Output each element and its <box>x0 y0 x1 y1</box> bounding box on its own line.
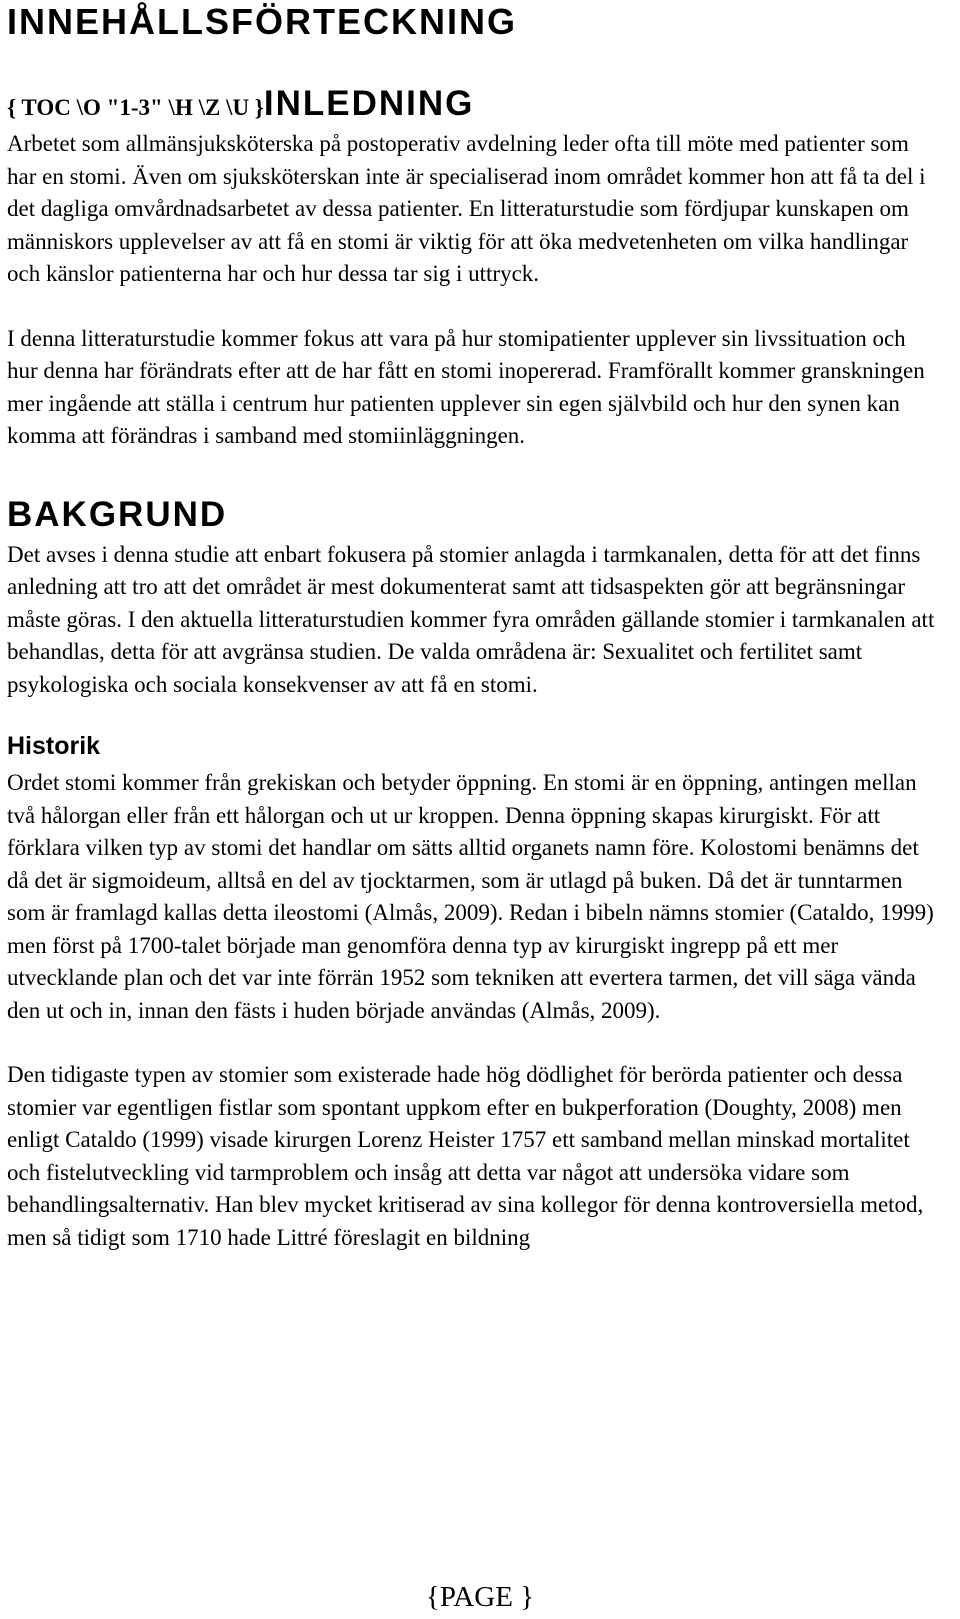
page-number-field: {PAGE } <box>425 1581 535 1613</box>
history-heading: Historik <box>7 732 101 760</box>
toc-title: INNEHÅLLSFÖRTECKNING <box>7 1 517 42</box>
background-paragraph: Det avses i denna studie att enbart fokusera på stomier anlagda i tarmkanalen, detta för att det finns anledning att tro att det området är mest dokumenterat samt att tidsaspekten gör att begränsningar måste göras. I den aktuella litteraturstudien kommer fyra områden gällande stomier i tarmkanalen att behandlas, detta för att avgränsa studien. De valda områdena är: Sexualitet och fertilitet samt psykologiska och sociala konsekvenser av att få en stomi. <box>7 541 935 697</box>
intro-paragraph-1: Arbetet som allmänsjuksköterska på postoperativ avdelning leder ofta till möte med patienter som har en stomi. Även om sjuksköterskan inte är specialiserad inom området kommer hon att få ta del i det dagliga omvårdnadsarbetet av dessa patienter. En litteraturstudie som fördjupar kunskapen om människors upplevelser av att få en stomi är viktig för att öka medvetenheten om vilka handlingar och känslor patienterna har och hur dessa tar sig i uttryck. <box>7 131 926 286</box>
background-heading: BAKGRUND <box>7 494 228 534</box>
intro-paragraph-2: I denna litteraturstudie kommer fokus att vara på hur stomipatienter upplever sin livssituation och hur denna har förändrats efter att de har fått en stomi inopererad. Framförallt kommer granskningen mer ingående att ställa i centrum hur patienten upplever sin egen självbild och hur den synen kan komma att förändras i samband med stomiinläggningen. <box>7 325 925 448</box>
history-paragraph-2: Den tidigaste typen av stomier som existerade hade hög dödlighet för berörda patienter och dessa stomier var egentligen fistlar som spontant uppkom efter en bukperforation (Doughty, 2008) men enligt Cataldo (1999) visade kirurgen Lorenz Heister 1757 ett samband mellan minskad mortalitet och fistelutveckling vid tarmproblem och insåg att detta var något att undersöka vidare som behandlingsalternativ. Han blev mycket kritiserad av sina kollegor för denna kontroversiella metod, men så tidigt som 1710 hade Littré föreslagit en bildning <box>7 1062 924 1250</box>
toc-field-code: { TOC \O "1-3" \H \Z \U } <box>7 95 264 120</box>
intro-heading <box>7 84 940 124</box>
intro-heading-text: INLEDNING <box>263 84 475 123</box>
history-paragraph-1: Ordet stomi kommer från grekiskan och betyder öppning. En stomi är en öppning, antingen mellan två hålorgan eller från ett hålorgan och ut ur kroppen. Denna öppning skapas kirurgiskt. För att förklara vilken typ av stomi det handlar om sätts alltid organets namn före. Kolostomi benämns det då det är sigmoideum, alltså en del av tjocktarmen, som är utlagd på buken. Då det är tunntarmen som är framlagd kallas detta ileostomi (Almås, 2009). Redan i bibeln nämns stomier (Cataldo, 1999) men först på 1700-talet började man genomföra denna typ av kirurgiskt ingrepp på ett mer utvecklande plan och det var inte förrän 1952 som tekniken att evertera tarmen, det vill säga vända den ut och in, innan den fästs i huden började användas (Almås, 2009). <box>7 770 934 1023</box>
